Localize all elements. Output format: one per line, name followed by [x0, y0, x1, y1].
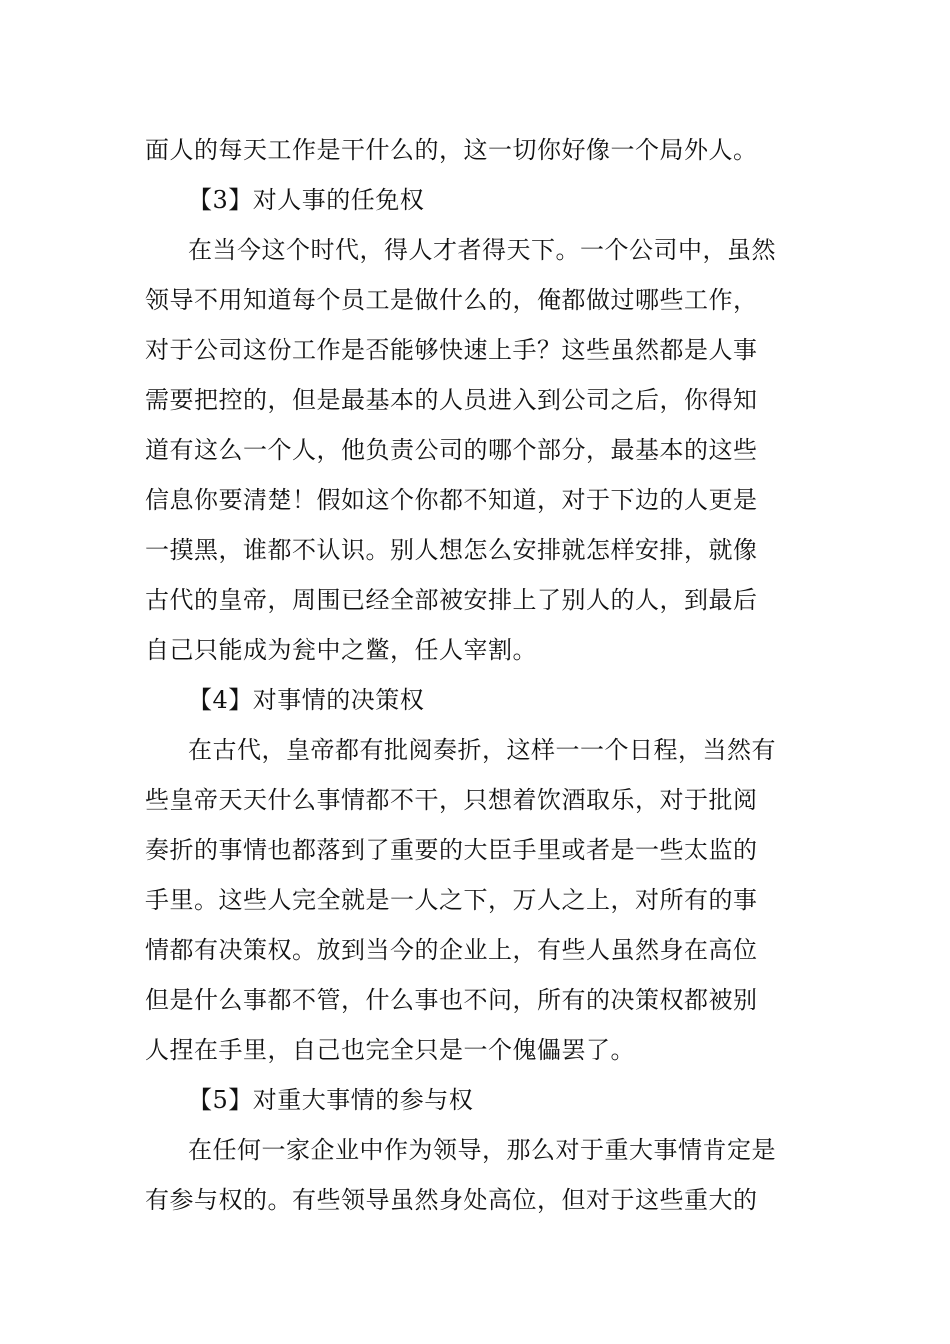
- body-line: 一摸黑，谁都不认识。别人想怎么安排就怎样安排，就像: [145, 536, 758, 564]
- body-line: 但是什么事都不管，什么事也不问，所有的决策权都被别: [145, 986, 758, 1014]
- body-line: 需要把控的，但是最基本的人员进入到公司之后，你得知: [145, 386, 758, 414]
- section-heading-4: 【4】对事情的决策权: [188, 686, 425, 714]
- body-line: 自己只能成为瓮中之鳖，任人宰割。: [145, 636, 537, 664]
- paragraph-first-line: 在当今这个时代，得人才者得天下。一个公司中，虽然: [188, 236, 776, 264]
- body-line: 对于公司这份工作是否能够快速上手？这些虽然都是人事: [145, 336, 758, 364]
- body-line: 手里。这些人完全就是一人之下，万人之上，对所有的事: [145, 886, 758, 914]
- body-line: 道有这么一个人，他负责公司的哪个部分，最基本的这些: [145, 436, 758, 464]
- body-line: 领导不用知道每个员工是做什么的，俺都做过哪些工作，: [145, 286, 758, 314]
- document-body: [145, 125, 810, 1225]
- body-line: 面人的每天工作是干什么的，这一切你好像一个局外人。: [145, 136, 758, 164]
- paragraph-first-line: 在任何一家企业中作为领导，那么对于重大事情肯定是: [188, 1136, 776, 1164]
- body-line: 奏折的事情也都落到了重要的大臣手里或者是一些太监的: [145, 836, 758, 864]
- body-line: 些皇帝天天什么事情都不干，只想着饮酒取乐，对于批阅: [145, 786, 758, 814]
- body-line: 信息你要清楚！假如这个你都不知道，对于下边的人更是: [145, 486, 758, 514]
- section-heading-3: 【3】对人事的任免权: [188, 186, 425, 214]
- body-line: 情都有决策权。放到当今的企业上，有些人虽然身在高位: [145, 936, 758, 964]
- section-heading-5: 【5】对重大事情的参与权: [188, 1086, 474, 1114]
- paragraph-first-line: 在古代，皇帝都有批阅奏折，这样一一个日程，当然有: [188, 736, 776, 764]
- body-line: 古代的皇帝，周围已经全部被安排上了别人的人，到最后: [145, 586, 758, 614]
- body-line: 有参与权的。有些领导虽然身处高位，但对于这些重大的: [145, 1186, 758, 1214]
- body-line: 人捏在手里，自己也完全只是一个傀儡罢了。: [145, 1036, 635, 1064]
